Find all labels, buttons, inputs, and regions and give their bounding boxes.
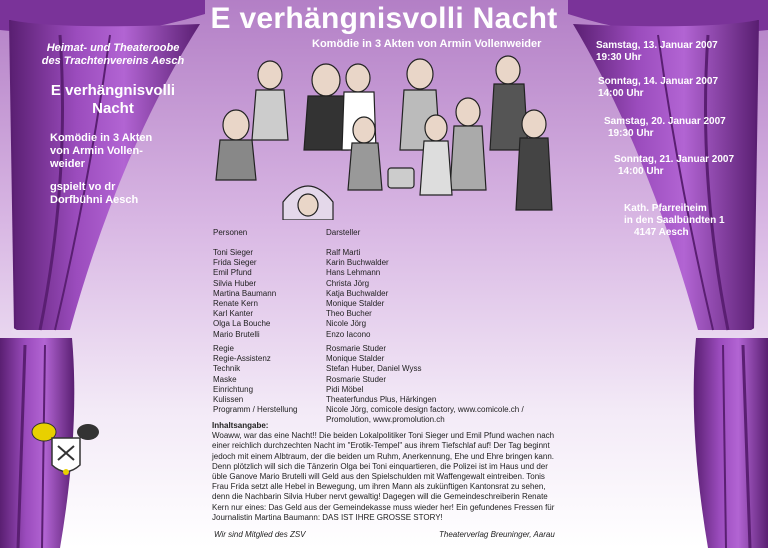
cast-role: Martina Baumann bbox=[213, 288, 277, 298]
crew-roles-list bbox=[213, 344, 297, 415]
left-title-line-1: E verhängnisvolli bbox=[50, 82, 176, 99]
left-sub-line-1: Komödie in 3 Akten bbox=[50, 132, 153, 144]
crew-person: Monique Stalder bbox=[326, 354, 385, 364]
page-title: E verhängnisvolli Nacht bbox=[210, 2, 558, 35]
left-sub-line-2: von Armin Vollen- bbox=[50, 145, 143, 157]
date-4 bbox=[614, 154, 734, 178]
page-subtitle: Komödie in 3 Akten von Armin Vollenweider bbox=[312, 38, 542, 50]
left-panel bbox=[28, 42, 198, 207]
cast-actor: Hans Lehmann bbox=[326, 268, 381, 278]
venue-line-1: Kath. Pfarreiheim bbox=[624, 203, 707, 214]
footer-publisher: Theaterverlag Breuninger, Aarau bbox=[439, 530, 555, 539]
cast-role: Toni Sieger bbox=[213, 248, 254, 257]
date-3 bbox=[604, 116, 726, 140]
cast-actor: Karin Buchwalder bbox=[326, 258, 389, 268]
cast-roles-list bbox=[213, 248, 276, 340]
crew-role: Einrichtung bbox=[213, 384, 254, 394]
venue-line-3: 4147 Aesch bbox=[634, 227, 689, 238]
club-emblem bbox=[30, 410, 102, 490]
crew-person: Nicole Jörg, comicole design factory, www.comicole.ch / bbox=[326, 405, 524, 415]
synopsis-text: Woaww, war das eine Nacht!! Die beiden Lokalpolitiker Toni Sieger und Emil Pfund wachen nach einer reichlich durchzechten Nacht im "Erotik-Tempel" aus ihrem Tiefschlaf auf! Der Tag beginnt jedoch mit einem Albtraum, der die beiden um Ruhm, Anerkennung, Ehe und Ehre bringen kann. Denn plötzlich will sich die Tänzerin Olga bei Toni einquartieren, die Polizei ist im Haus und der üble Ganove Mario Brutelli will Geld aus den Spielschulden mit Waffengewalt eintreiben. Tonis Frau Frida setzt alle Hebel in Bewegung, um ihren Mann als zukünftigen Kantonsrat zu sehen, denn die Nachbarin Silvia Huber nervt gewaltig! Dagegen will die Gemeindeschreiberin Renate Kern nur eines: Das Geld aus der Gemeindekasse muss wieder her! Ein gefundenes Fressen für Journalistin Martina Baumann: DAS IST IHRE GROSSE STORY! bbox=[212, 431, 555, 522]
venue-line-2: in den Saalbündten 1 bbox=[624, 215, 725, 226]
crew-role: Programm / Herstellung bbox=[213, 405, 298, 415]
crew-person: Promolution, www.promolution.ch bbox=[326, 415, 445, 425]
venue bbox=[624, 203, 725, 239]
left-title-line-2: Nacht bbox=[92, 100, 134, 117]
cast-role: Frida Sieger bbox=[213, 258, 257, 268]
crew-person: Theaterfundus Plus, Härkingen bbox=[326, 395, 437, 405]
cast-header-actor: Darsteller bbox=[326, 228, 361, 237]
crew-role: Technik bbox=[213, 364, 241, 374]
cast-actor: Monique Stalder bbox=[326, 299, 385, 309]
cast-header-role: Personen bbox=[213, 228, 248, 237]
cast-role: Emil Pfund bbox=[213, 268, 252, 278]
date-4-time: 14:00 Uhr bbox=[618, 166, 664, 177]
synopsis-heading: Inhaltsangabe: bbox=[212, 421, 269, 430]
cast-actors-list bbox=[326, 248, 389, 340]
crew-person: Rosmarie Studer bbox=[326, 374, 387, 384]
crew-person: Pidi Möbel bbox=[326, 384, 364, 394]
left-sub-line-3: weider bbox=[50, 158, 85, 170]
date-1 bbox=[596, 40, 718, 64]
date-3-time: 19:30 Uhr bbox=[608, 128, 654, 139]
cast-actor: Theo Bucher bbox=[326, 309, 372, 319]
date-1-time: 19:30 Uhr bbox=[596, 52, 642, 63]
cast-role: Olga La Bouche bbox=[213, 319, 271, 329]
date-3-day: Samstag, 20. Januar 2007 bbox=[604, 116, 726, 127]
crew-role: Regie bbox=[213, 344, 234, 353]
cast-actor: Katja Buchwalder bbox=[326, 288, 389, 298]
cast-role: Karl Kanter bbox=[213, 309, 254, 319]
date-4-day: Sonntag, 21. Januar 2007 bbox=[614, 154, 735, 165]
crew-role: Regie-Assistenz bbox=[213, 354, 271, 364]
cast-caricature-illustration bbox=[198, 50, 568, 220]
cast-actor: Ralf Marti bbox=[326, 248, 361, 257]
footer-membership: Wir sind Mitglied des ZSV bbox=[214, 530, 306, 539]
crew-people-list bbox=[326, 344, 524, 426]
cast-actor: Enzo Iacono bbox=[326, 329, 371, 339]
cast-actor: Christa Jörg bbox=[326, 278, 370, 288]
date-1-day: Samstag, 13. Januar 2007 bbox=[596, 40, 718, 51]
left-group-line-2: Dorfbühni Aesch bbox=[50, 194, 139, 206]
crew-role: Maske bbox=[213, 374, 237, 384]
crew-person: Rosmarie Studer bbox=[326, 344, 387, 353]
crew-person: Stefan Huber, Daniel Wyss bbox=[326, 364, 422, 374]
cast-role: Renate Kern bbox=[213, 299, 258, 309]
synopsis bbox=[212, 421, 560, 523]
cast-role: Mario Brutelli bbox=[213, 329, 260, 339]
crew-role: Kulissen bbox=[213, 395, 244, 405]
date-2-time: 14:00 Uhr bbox=[598, 88, 644, 99]
left-group-line-1: gspielt vo dr bbox=[50, 181, 116, 193]
cast-role: Silvia Huber bbox=[213, 278, 257, 288]
org-line-1: Heimat- und Theateroobe bbox=[46, 42, 180, 54]
cast-actor: Nicole Jörg bbox=[326, 319, 367, 329]
date-2 bbox=[598, 76, 718, 100]
org-line-2: des Trachtenvereins Aesch bbox=[41, 55, 185, 67]
date-2-day: Sonntag, 14. Januar 2007 bbox=[598, 76, 719, 87]
